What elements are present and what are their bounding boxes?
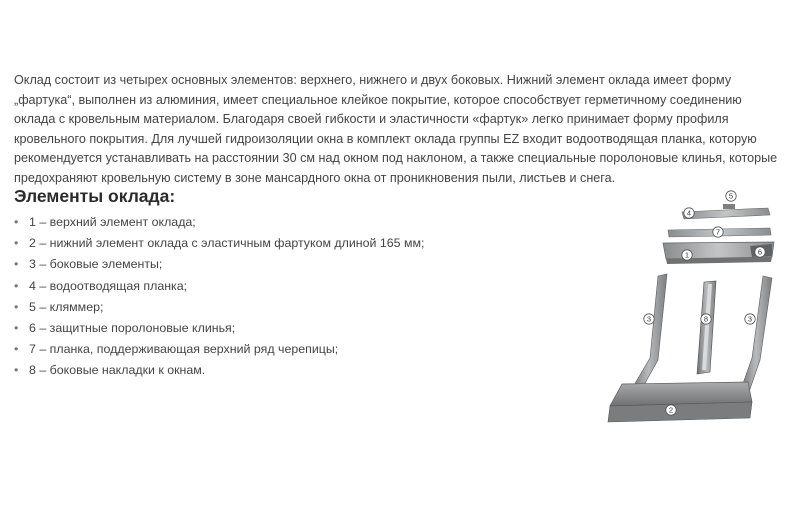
bullet-icon: • [14,257,19,272]
list-item [14,233,425,254]
bullet-icon: • [14,278,19,293]
list-item-text: 5 – кляммер; [29,299,104,314]
list-item [14,297,425,318]
list-item [14,212,425,233]
list-item [14,360,425,381]
right-side-part [740,276,772,392]
intro-paragraph: Оклад состоит из четырех основных элементов: верхнего, нижнего и двух боковых. Нижний элемент оклада имеет форму „фартука“, выполнен из алюминия, имеет специальное клейкое покрытие, которое способствует герметичному соединению оклада с кровельным материалом. Благодаря своей гибкости и эластичности «фартук» легко принимает форму профиля кровельного покрытия. Для лучшей гидроизоляции окна в комплект оклада группы EZ входит водоотводящая планка, которую рекомендуется устанавливать на расстоянии 30 см над окном под наклоном, а также специальные поролоновые клинья, которые предохраняют кровельную систему в зоне мансардного окна от проникновения пыли, листьев и снега. [14,73,778,185]
list-item-text: 6 – защитные поролоновые клинья; [29,320,236,335]
clamp-part [723,204,735,209]
list-item-text: 2 – нижний элемент оклада с эластичным фартуком длиной 165 мм; [29,236,425,251]
list-item [14,276,425,297]
bullet-icon: • [14,320,19,335]
label-5: 5 [728,191,734,201]
elements-list [14,212,425,382]
bullet-icon: • [14,363,19,378]
list-item [14,254,425,275]
bullet-icon: • [14,342,19,357]
list-item [14,318,425,339]
flashing-diagram [600,186,780,426]
label-2: 2 [668,405,674,415]
list-item-text: 4 – водоотводящая планка; [29,278,188,293]
list-item [14,339,425,360]
list-item-text: 1 – верхний элемент оклада; [29,215,196,229]
label-7: 7 [715,227,721,237]
label-3-right: 3 [747,314,753,324]
list-item-text: 8 – боковые накладки к окнам. [29,363,206,378]
label-8: 8 [703,314,709,324]
bullet-icon: • [14,215,19,229]
label-1: 1 [684,250,690,260]
label-3-left: 3 [646,314,652,324]
list-item-text: 7 – планка, поддерживающая верхний ряд черепицы; [29,342,339,357]
drainage-strip-part [682,208,770,219]
section-heading: Элементы оклада: [14,186,176,206]
bullet-icon: • [14,299,19,314]
label-4: 4 [686,208,692,218]
list-item-text: 3 – боковые элементы; [29,257,163,272]
left-side-part [630,274,667,392]
bullet-icon: • [14,236,19,251]
label-6: 6 [757,247,763,257]
